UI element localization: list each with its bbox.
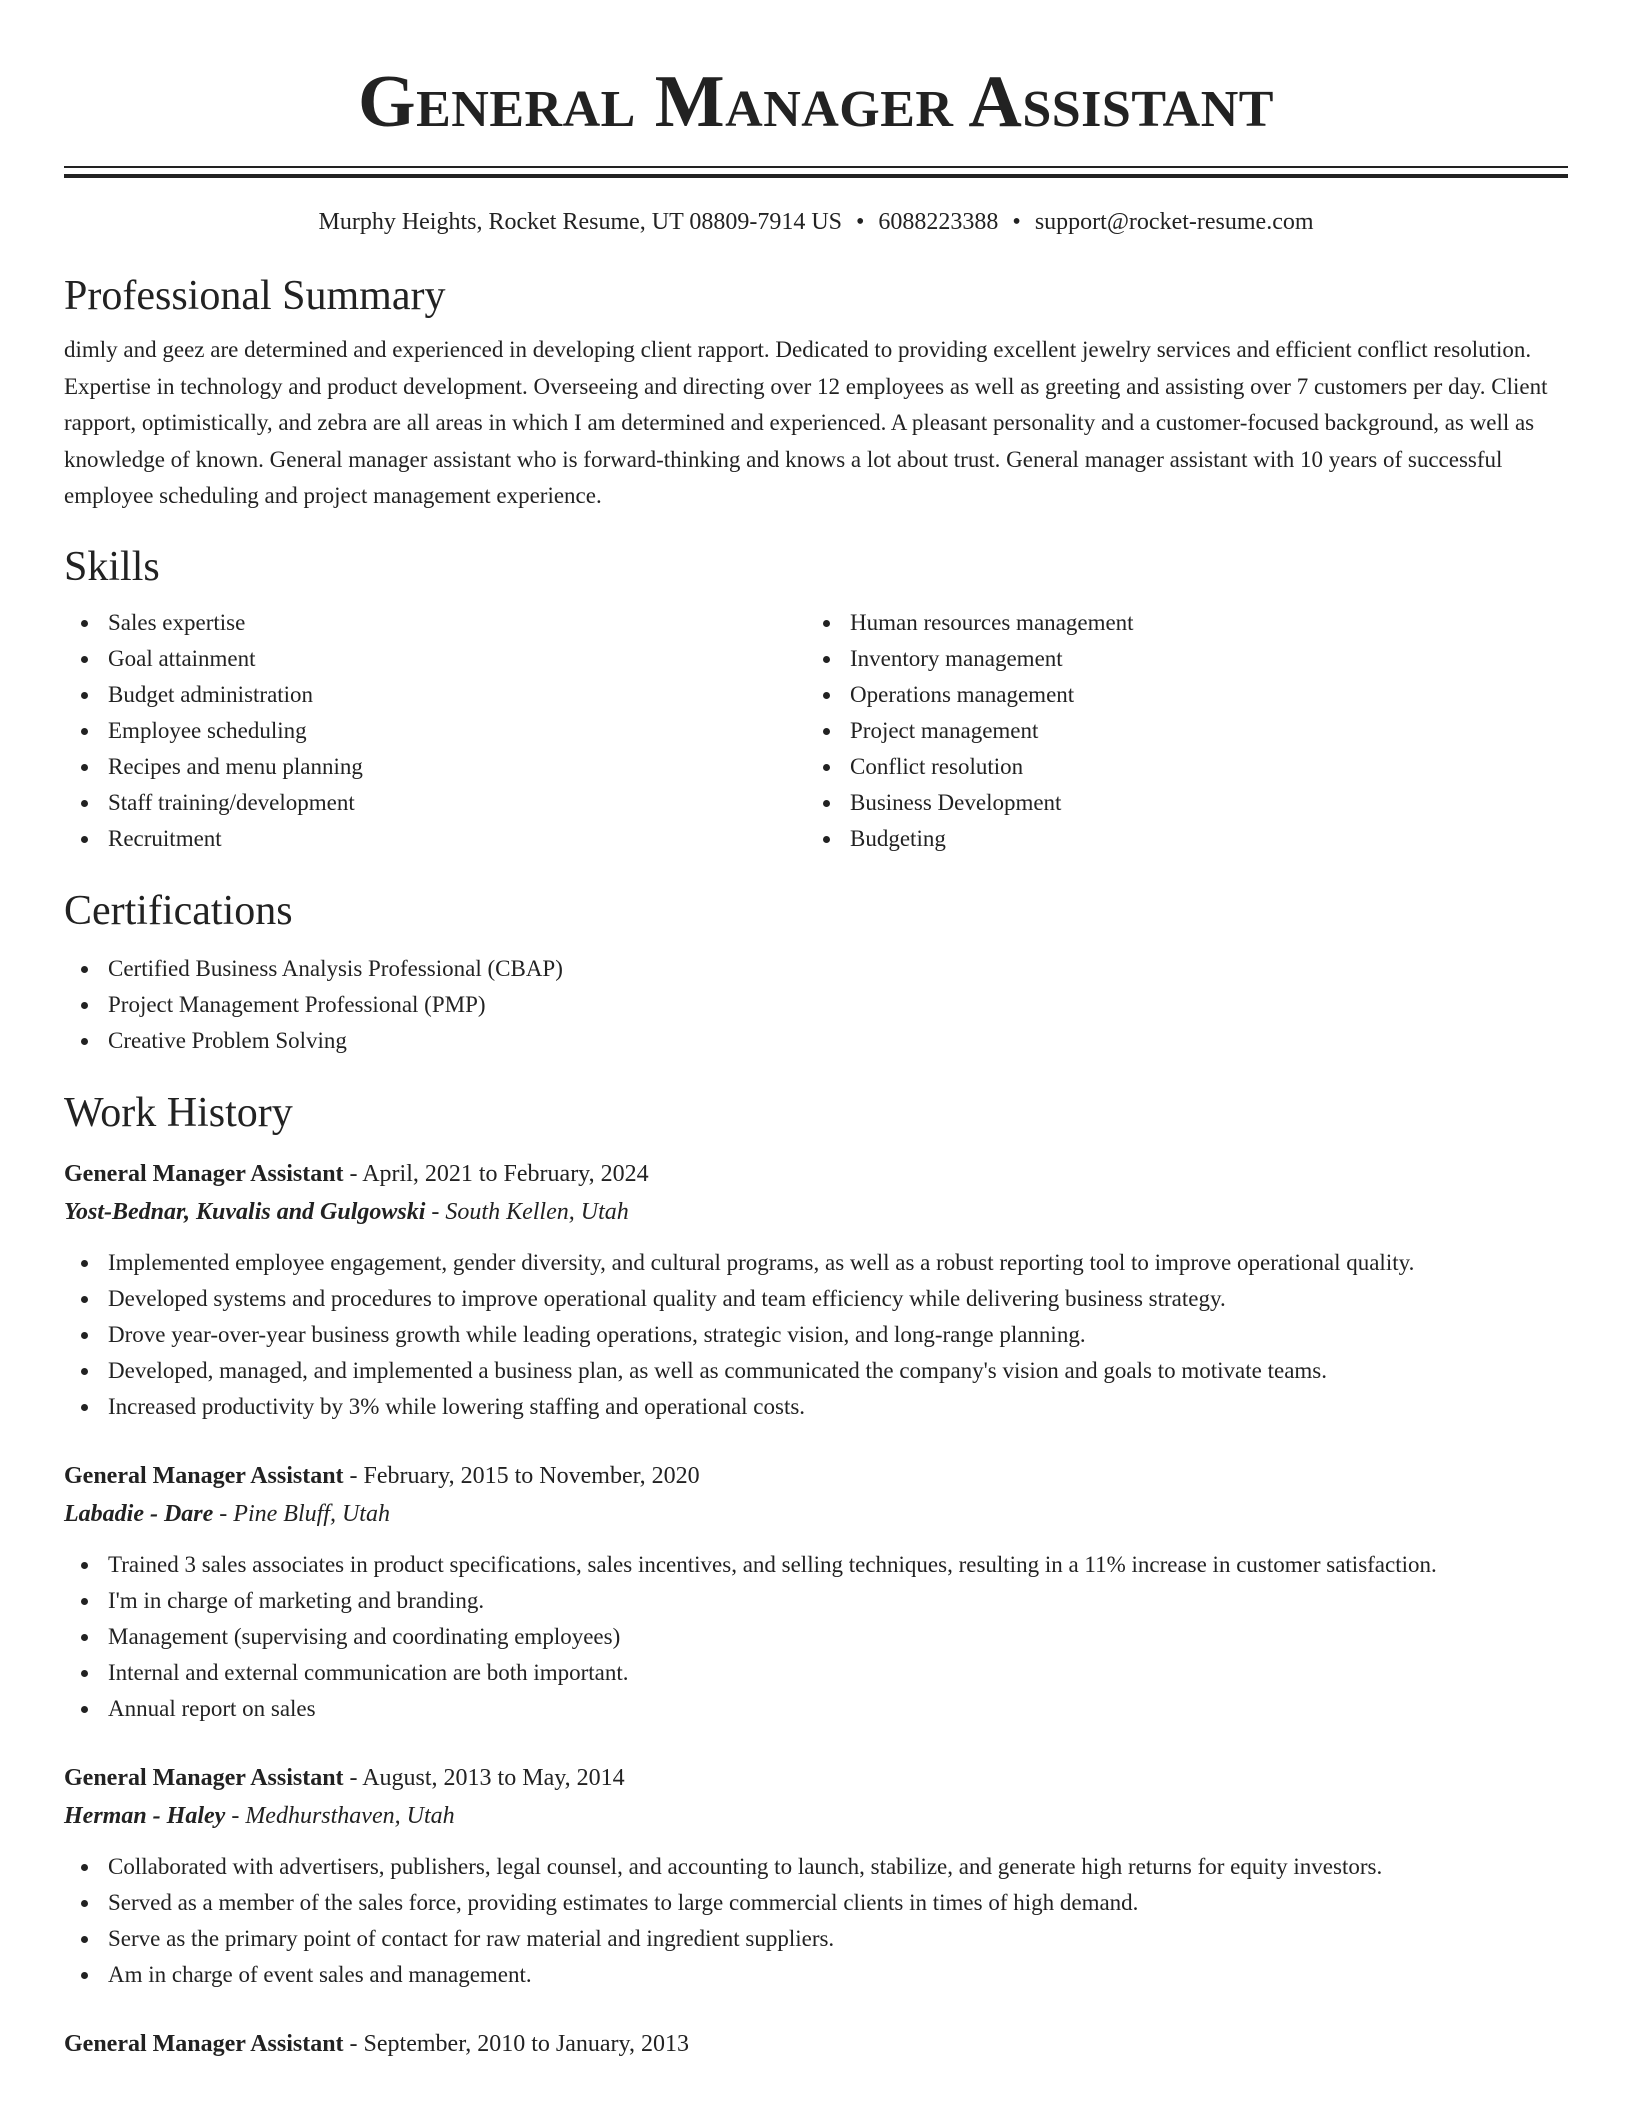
job-title-line: General Manager Assistant - February, 2015 to November, 2020: [64, 1462, 700, 1489]
skill-item: Goal attainment: [108, 641, 806, 677]
contact-separator: •: [1012, 209, 1021, 235]
job-title-line: General Manager Assistant - April, 2021 to February, 2024: [64, 1160, 649, 1187]
summary-text: dimly and geez are determined and experienced in developing client rapport. Dedicated to providing excellent jewelry services and efficient conflict resolution. Expertise in technology and product development. Overseeing and directing over 12 employees as well as greeting and assisting over 7 customers per day. Client rapport, optimistically, and zebra are all areas in which I am determined and experienced. A pleasant personality and a customer-focused background, as well as knowledge of known. General manager assistant who is forward-thinking and knows a lot about trust. General manager assistant with 10 years of successful employee scheduling and project management experience.: [64, 337, 1548, 508]
summary-heading: Professional Summary: [64, 273, 446, 319]
job-bullets: [64, 1547, 1568, 1727]
certifications-list: [64, 951, 1568, 1059]
job-bullet: Drove year-over-year business growth while leading operations, strategic vision, and long-range planning.: [108, 1317, 1568, 1353]
skills-list-right: [806, 605, 1548, 857]
skill-item: Business Development: [850, 785, 1548, 821]
certification-item: Certified Business Analysis Professional (CBAP): [108, 951, 1568, 987]
skills-heading: Skills: [64, 543, 160, 590]
contact-line: [64, 206, 1568, 238]
job-dates: April, 2021 to February, 2024: [362, 1160, 649, 1187]
job-bullets: [64, 1245, 1568, 1425]
certification-item: Creative Problem Solving: [108, 1023, 1568, 1059]
resume-page: [64, 0, 1568, 2063]
job-bullet: Developed, managed, and implemented a business plan, as well as communicated the company's vision and goals to motivate teams.: [108, 1353, 1568, 1389]
job-bullet: Increased productivity by 3% while lowering staffing and operational costs.: [108, 1389, 1568, 1425]
job-bullet: Annual report on sales: [108, 1691, 1568, 1727]
job-dates: August, 2013 to May, 2014: [362, 1764, 625, 1791]
resume-title: General Manager Assistant: [358, 61, 1274, 143]
contact-phone: 6088223388: [878, 209, 999, 235]
skills-column-left: [64, 605, 806, 857]
job-bullet: Internal and external communication are both important.: [108, 1655, 1568, 1691]
skill-item: Budgeting: [850, 821, 1548, 857]
job-dates: September, 2010 to January, 2013: [363, 2030, 689, 2057]
job-entry: [64, 1155, 1568, 1425]
title-divider-thick: [64, 174, 1568, 178]
skill-item: Budget administration: [108, 677, 806, 713]
job-title: General Manager Assistant: [64, 2030, 344, 2057]
job-entry: [64, 1759, 1568, 1993]
title-divider-thin: [64, 166, 1568, 168]
skill-item: Staff training/development: [108, 785, 806, 821]
skill-item: Employee scheduling: [108, 713, 806, 749]
job-title: General Manager Assistant: [64, 1764, 344, 1791]
job-entry-partial: [64, 2025, 1568, 2063]
skill-item: Human resources management: [850, 605, 1548, 641]
job-bullet: Management (supervising and coordinating employees): [108, 1619, 1568, 1655]
job-bullet: Developed systems and procedures to improve operational quality and team efficiency while delivering business strategy.: [108, 1281, 1568, 1317]
job-title: General Manager Assistant: [64, 1462, 344, 1489]
job-entry: [64, 1457, 1568, 1727]
skill-item: Recipes and menu planning: [108, 749, 806, 785]
skill-item: Conflict resolution: [850, 749, 1548, 785]
skills-grid: [64, 605, 1568, 857]
skill-item: Inventory management: [850, 641, 1548, 677]
contact-address: Murphy Heights, Rocket Resume, UT 08809-7914 US: [318, 209, 843, 235]
job-title-line: General Manager Assistant - August, 2013 to May, 2014: [64, 1764, 625, 1791]
job-bullet: Trained 3 sales associates in product specifications, sales incentives, and selling techniques, resulting in a 11% increase in customer satisfaction.: [108, 1547, 1568, 1583]
job-bullet: Implemented employee engagement, gender diversity, and cultural programs, as well as a robust reporting tool to improve operational quality.: [108, 1245, 1568, 1281]
job-location: Medhursthaven, Utah: [245, 1802, 455, 1829]
job-company-line: Yost-Bednar, Kuvalis and Gulgowski - South Kellen, Utah: [64, 1198, 629, 1225]
skills-list-left: [64, 605, 806, 857]
contact-email: support@rocket-resume.com: [1034, 209, 1314, 235]
certifications-heading: Certifications: [64, 887, 293, 934]
work-history-heading: Work History: [64, 1089, 293, 1136]
job-dates: February, 2015 to November, 2020: [363, 1462, 700, 1489]
skills-column-right: [806, 605, 1548, 857]
job-company: Herman - Haley: [64, 1802, 226, 1829]
job-bullets: [64, 1849, 1568, 1993]
skill-item: Sales expertise: [108, 605, 806, 641]
job-company: Yost-Bednar, Kuvalis and Gulgowski: [64, 1198, 426, 1225]
job-bullet: Am in charge of event sales and management.: [108, 1957, 1568, 1993]
job-title-line: General Manager Assistant - September, 2010 to January, 2013: [64, 2030, 689, 2057]
job-company-line: Labadie - Dare - Pine Bluff, Utah: [64, 1500, 390, 1527]
skill-item: Recruitment: [108, 821, 806, 857]
job-title: General Manager Assistant: [64, 1160, 344, 1187]
skill-item: Project management: [850, 713, 1548, 749]
skill-item: Operations management: [850, 677, 1548, 713]
job-company: Labadie - Dare: [64, 1500, 214, 1527]
job-location: South Kellen, Utah: [445, 1198, 629, 1225]
job-location: Pine Bluff, Utah: [233, 1500, 390, 1527]
certification-item: Project Management Professional (PMP): [108, 987, 1568, 1023]
job-bullet: Serve as the primary point of contact for raw material and ingredient suppliers.: [108, 1921, 1568, 1957]
job-bullet: I'm in charge of marketing and branding.: [108, 1583, 1568, 1619]
job-company-line: Herman - Haley - Medhursthaven, Utah: [64, 1802, 455, 1829]
job-bullet: Collaborated with advertisers, publishers, legal counsel, and accounting to launch, stabilize, and generate high returns for equity investors.: [108, 1849, 1568, 1885]
job-bullet: Served as a member of the sales force, providing estimates to large commercial clients in times of high demand.: [108, 1885, 1568, 1921]
contact-separator: •: [856, 209, 865, 235]
